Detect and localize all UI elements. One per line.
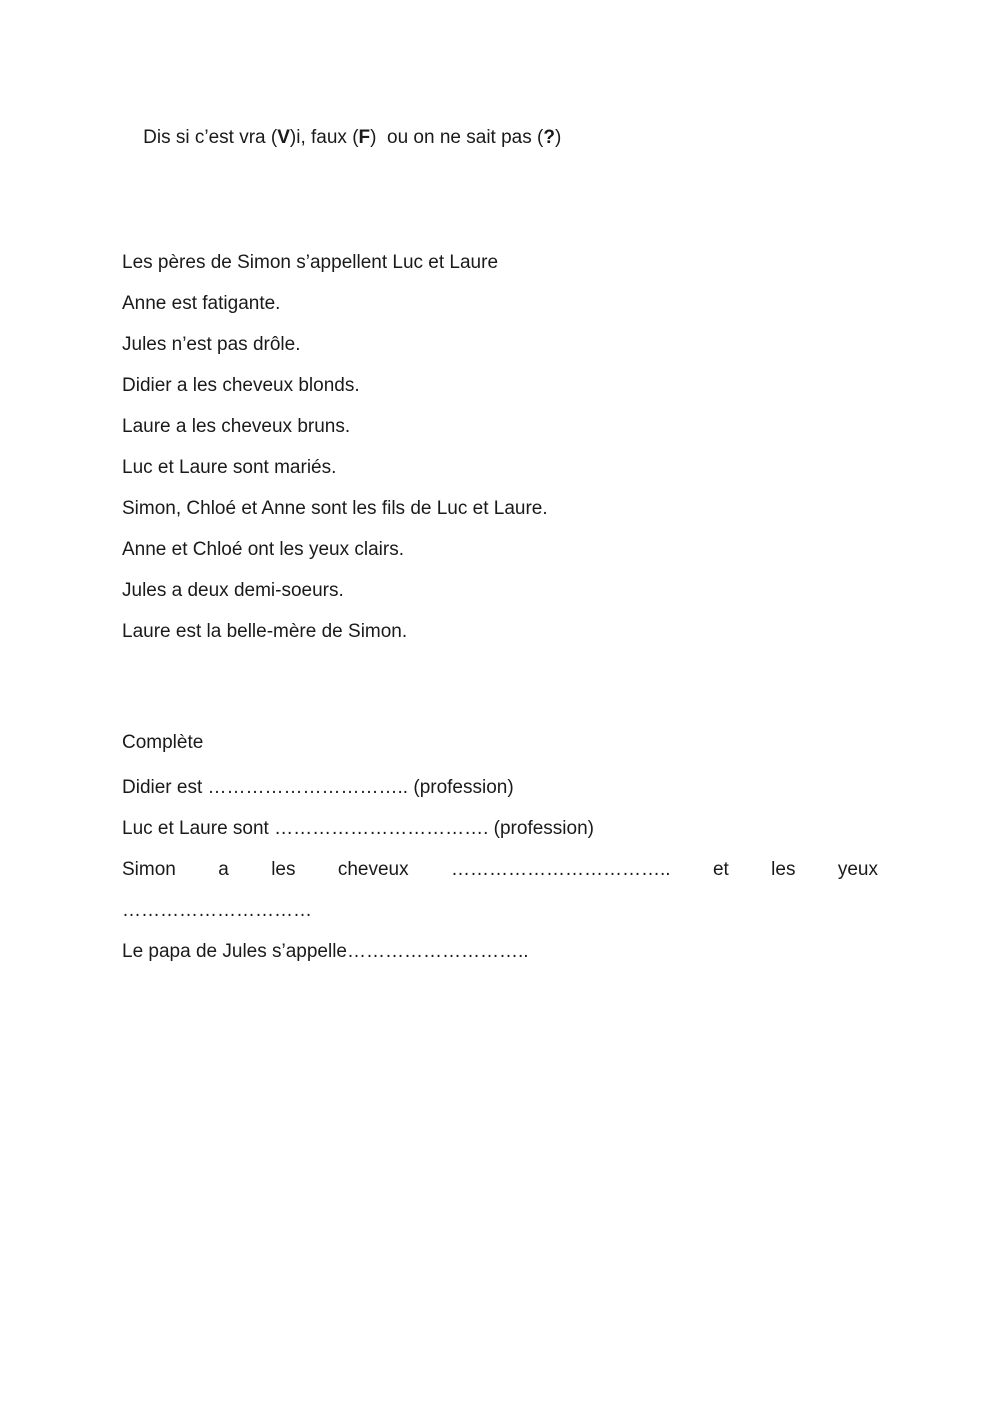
complete-heading: Complète <box>122 732 204 753</box>
statement-line: Luc et Laure sont mariés. <box>122 457 337 478</box>
statement-line: Anne est fatigante. <box>122 293 281 314</box>
complete-line-didier: Didier est ………………………….. (profession) <box>122 777 514 798</box>
statement-list <box>122 242 878 652</box>
instruction-bold-f: F <box>358 127 371 148</box>
instruction-bold-v: V <box>277 127 290 148</box>
instruction-text-post: ) <box>554 127 562 148</box>
statement-line: Laure a les cheveux bruns. <box>122 416 351 437</box>
statement-line: Laure est la belle-mère de Simon. <box>122 621 408 642</box>
complete-line-dots: ………………………… <box>122 900 312 921</box>
instruction-title <box>122 76 878 199</box>
complete-line-simon: Simon a les cheveux …………………………….. et les yeux <box>122 859 878 880</box>
instruction-text-mid2: ) ou on ne sait pas ( <box>370 127 544 148</box>
complete-section <box>122 722 878 972</box>
statement-line: Anne et Chloé ont les yeux clairs. <box>122 539 404 560</box>
statement-line: Simon, Chloé et Anne sont les fils de Luc et Laure. <box>122 498 548 519</box>
statement-line: Didier a les cheveux blonds. <box>122 375 360 396</box>
complete-line-luc-laure: Luc et Laure sont ……………………………. (profession) <box>122 818 594 839</box>
complete-line-papa-jules: Le papa de Jules s’appelle……………………….. <box>122 941 529 962</box>
worksheet-page <box>122 0 878 972</box>
statement-line: Jules a deux demi-soeurs. <box>122 580 344 601</box>
statement-line: Les pères de Simon s’appellent Luc et Laure <box>122 252 499 273</box>
statement-line: Jules n’est pas drôle. <box>122 334 301 355</box>
instruction-text-mid1: )i, faux ( <box>289 127 359 148</box>
instruction-text-pre: Dis si c’est vra ( <box>143 127 278 148</box>
instruction-bold-question: ? <box>543 127 555 148</box>
